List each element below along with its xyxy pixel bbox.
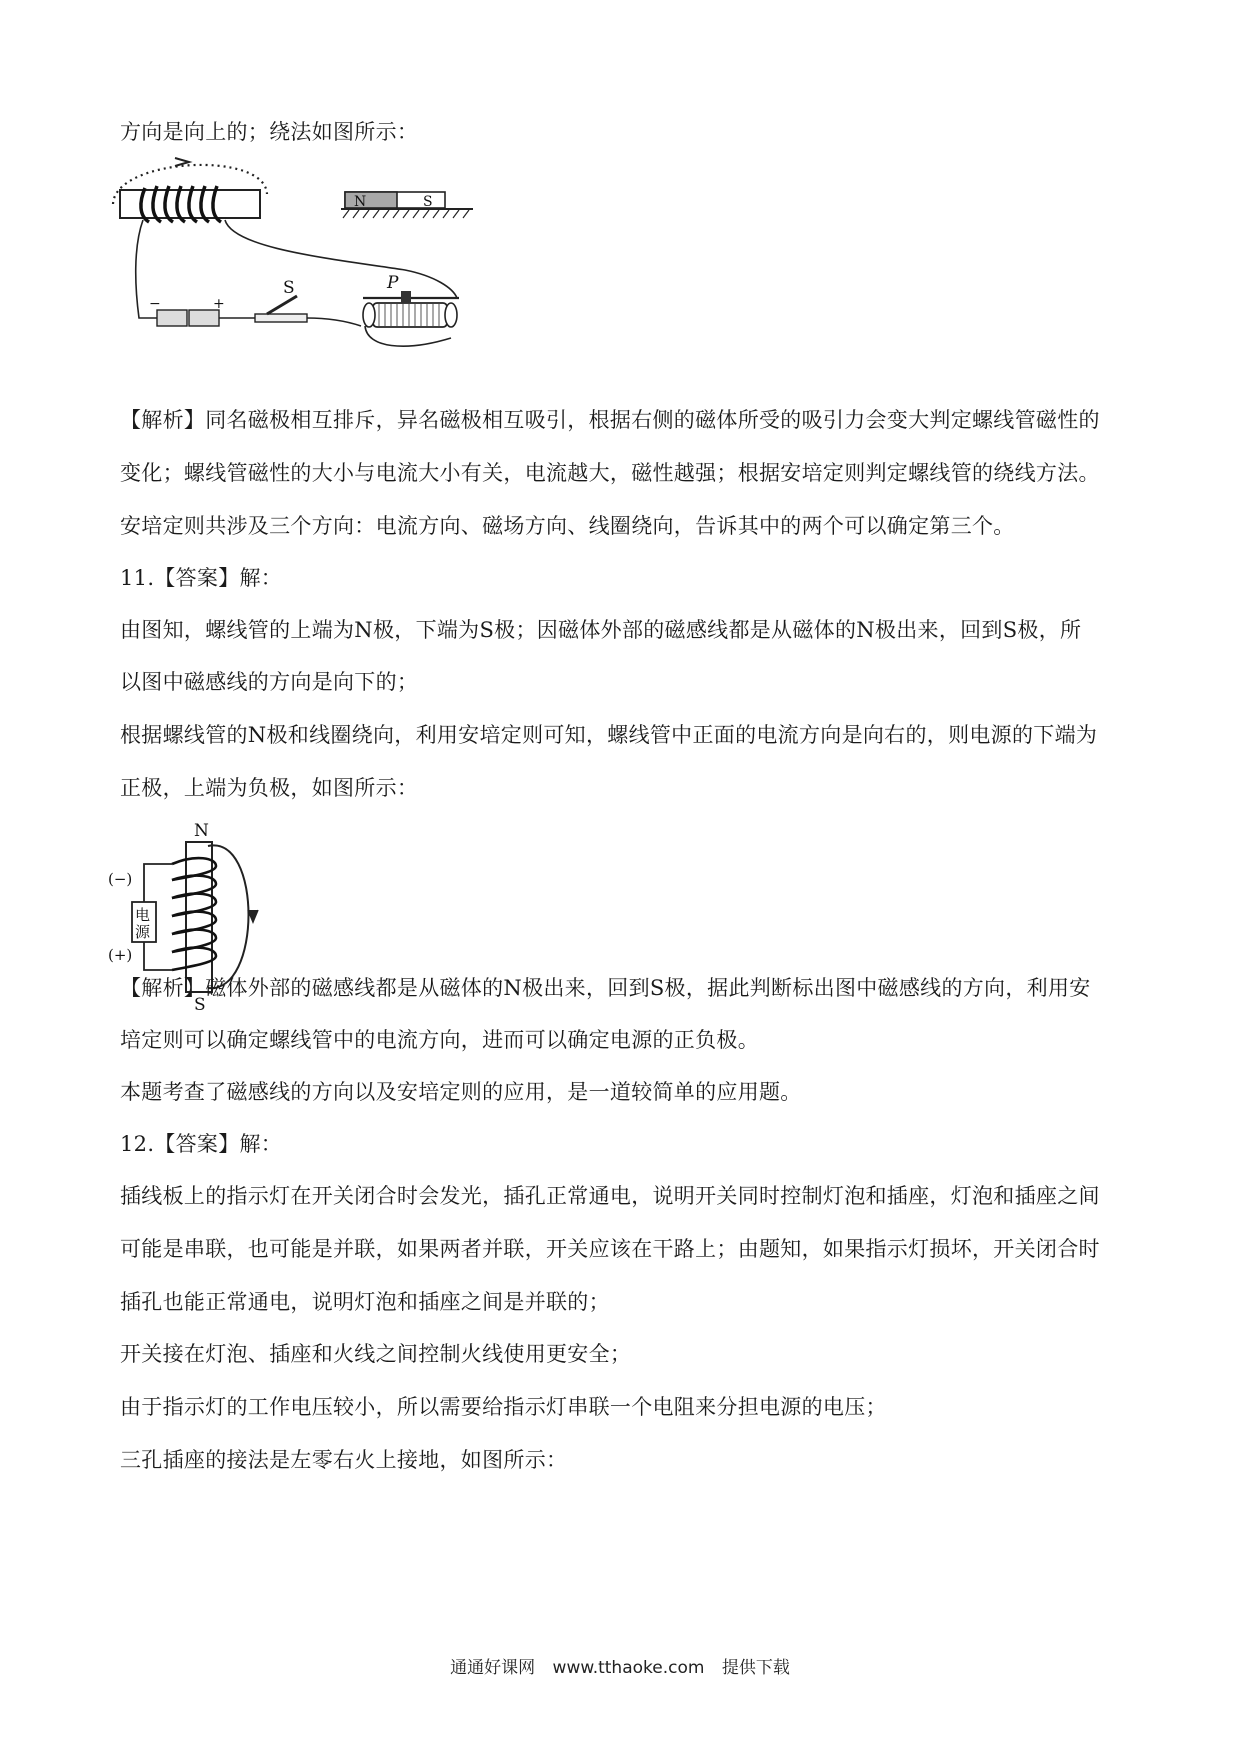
question-heading: 12.【答案】解： bbox=[120, 1132, 283, 1156]
text-line: 由于指示灯的工作电压较小，所以需要给指示灯串联一个电阻来分担电源的电压； bbox=[120, 1395, 887, 1419]
bottom-pole-label: S bbox=[194, 995, 206, 1015]
text-line: 变化；螺线管磁性的大小与电流大小有关，电流越大，磁性越强；根据安培定则判定螺线管的绕线方法。 bbox=[120, 461, 1100, 485]
magnet-s-label: S bbox=[423, 194, 433, 210]
text-line: 本题考查了磁感线的方向以及安培定则的应用，是一道较简单的应用题。 bbox=[120, 1080, 802, 1104]
battery-minus-label: − bbox=[149, 296, 161, 312]
text-line: 方向是向上的；绕法如图所示： bbox=[120, 120, 419, 144]
footer-site: 通通好课网 bbox=[450, 1658, 536, 1678]
text-line: 安培定则共涉及三个方向：电流方向、磁场方向、线圈绕向，告诉其中的两个可以确定第三个。 bbox=[120, 514, 1015, 538]
footer-url[interactable]: www.tthaoke.com bbox=[552, 1658, 705, 1678]
minus-label: (−) bbox=[108, 870, 133, 888]
solenoid-circuit-figure bbox=[105, 148, 485, 358]
text-line: 正极，上端为负极，如图所示： bbox=[120, 776, 419, 800]
text-line: 培定则可以确定螺线管中的电流方向，进而可以确定电源的正负极。 bbox=[120, 1028, 759, 1052]
battery-plus-label: + bbox=[213, 296, 225, 312]
text-line: 开关接在灯泡、插座和火线之间控制火线使用更安全； bbox=[120, 1342, 632, 1366]
text-line: 插线板上的指示灯在开关闭合时会发光，插孔正常通电，说明开关同时控制灯泡和插座，灯泡和插座之间 bbox=[120, 1184, 1100, 1208]
switch-label: S bbox=[283, 278, 295, 298]
source-label-1: 电 bbox=[135, 906, 151, 924]
source-label-2: 源 bbox=[135, 923, 151, 941]
top-pole-label: N bbox=[194, 821, 209, 841]
rheostat-label: P bbox=[387, 273, 399, 293]
text-line: 由图知，螺线管的上端为N极，下端为S极；因磁体外部的磁感线都是从磁体的N极出来，回到S极，所 bbox=[120, 618, 1082, 642]
text-line: 根据螺线管的N极和线圈绕向，利用安培定则可知，螺线管中正面的电流方向是向右的，则电源的下端为 bbox=[120, 723, 1098, 747]
page-footer bbox=[0, 1653, 1240, 1678]
text-line: 【解析】同名磁极相互排斥，异名磁极相互吸引，根据右侧的磁体所受的吸引力会变大判定螺线管磁性的 bbox=[120, 408, 1100, 432]
text-line: 【解析】磁体外部的磁感线都是从磁体的N极出来，回到S极，据此判断标出图中磁感线的方向，利用安 bbox=[120, 976, 1091, 1000]
footer-suffix: 提供下载 bbox=[721, 1658, 790, 1678]
magnet-n-label: N bbox=[354, 194, 367, 210]
text-line: 可能是串联，也可能是并联，如果两者并联，开关应该在干路上；由题知，如果指示灯损坏，开关闭合时 bbox=[120, 1237, 1100, 1261]
plus-label: (+) bbox=[108, 946, 133, 964]
text-line: 三孔插座的接法是左零右火上接地，如图所示： bbox=[120, 1448, 568, 1472]
text-line: 插孔也能正常通电，说明灯泡和插座之间是并联的； bbox=[120, 1290, 610, 1314]
question-heading: 11.【答案】解： bbox=[120, 566, 283, 590]
text-line: 以图中磁感线的方向是向下的； bbox=[120, 670, 419, 694]
